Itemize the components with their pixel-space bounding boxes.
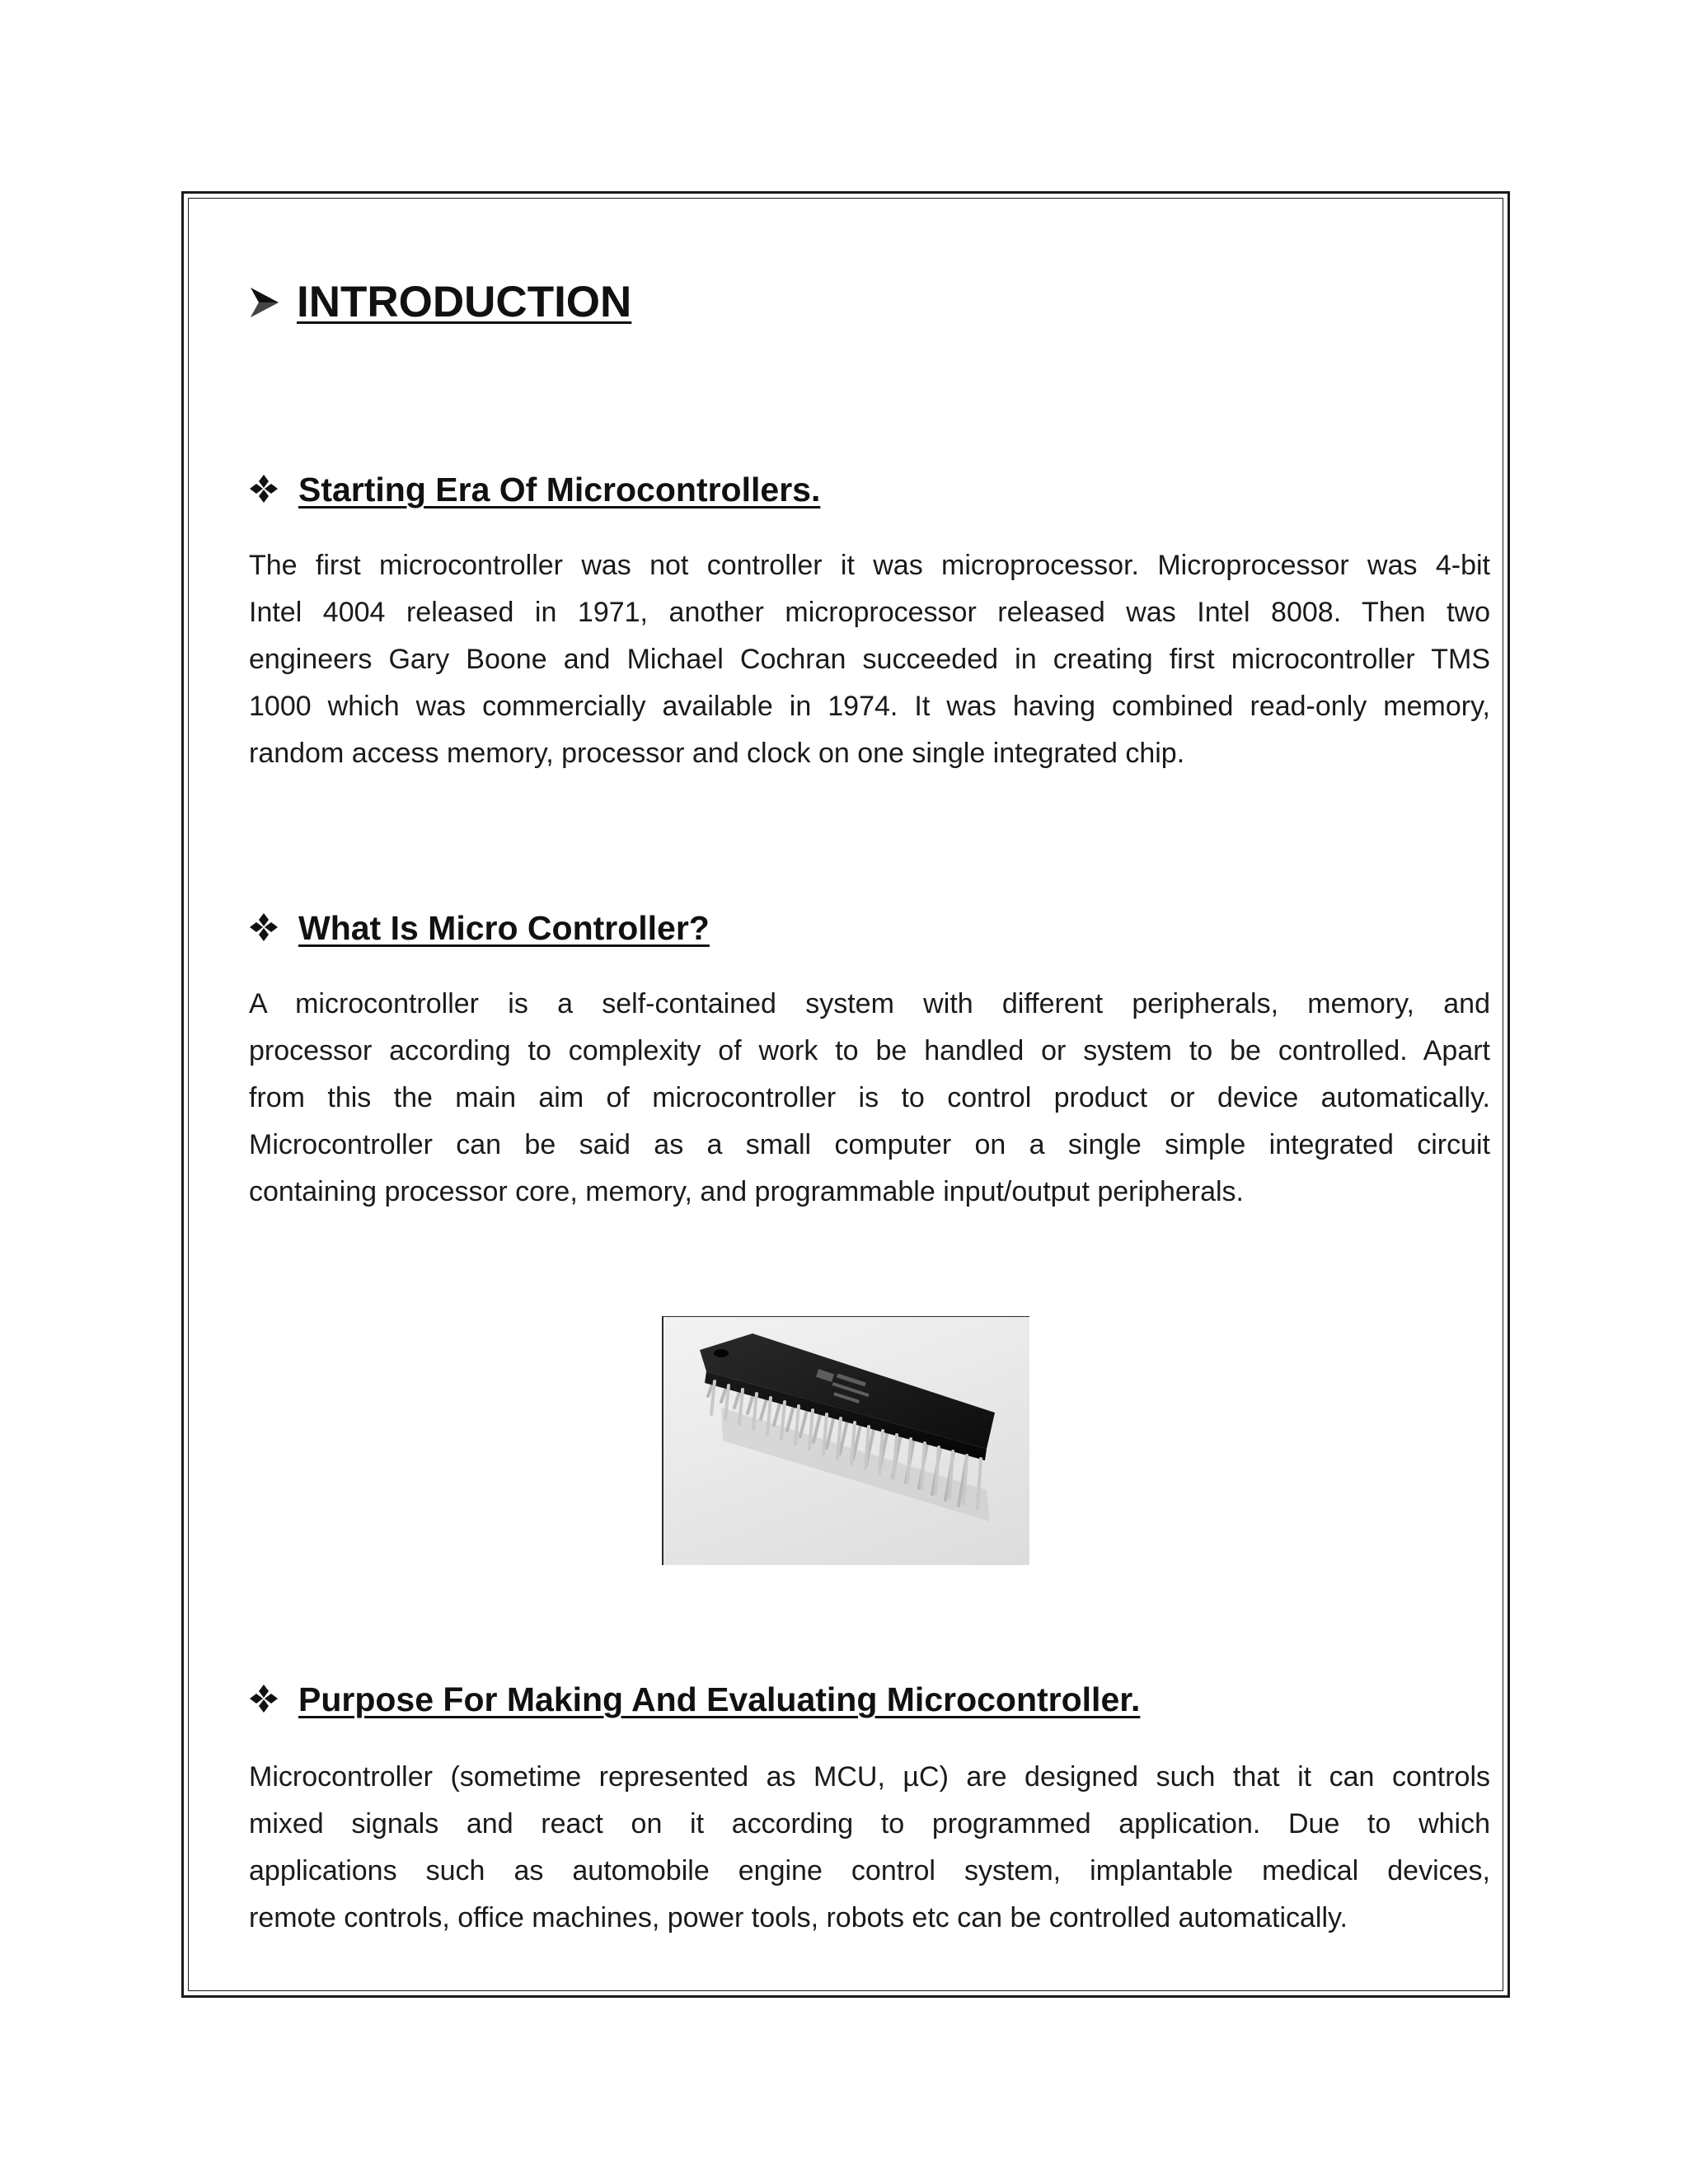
- section-paragraph-starting-era: [249, 542, 1490, 777]
- paragraph-line: random access memory, processor and clock on one single integrated chip.: [249, 738, 1185, 769]
- four-diamond-bullet-icon: [249, 469, 298, 515]
- page-title-text: INTRODUCTION: [297, 278, 632, 326]
- paragraph-line: Microcontroller (sometime represented as MCU, µC) are designed such that it can controls: [249, 1761, 1490, 1793]
- paragraph-line: Microcontroller can be said as a small computer on a single simple integrated circuit: [249, 1129, 1490, 1160]
- section-heading-text: Starting Era Of Microcontrollers.: [298, 471, 821, 509]
- paragraph-line: remote controls, office machines, power tools, robots etc can be controlled automatically.: [249, 1902, 1348, 1933]
- paragraph-line: 1000 which was commercially available in 1974. It was having combined read-only memory,: [249, 691, 1490, 722]
- paragraph-line: from this the main aim of microcontroller is to control product or device automatically.: [249, 1082, 1490, 1113]
- section-heading-text: Purpose For Making And Evaluating Microcontroller.: [298, 1680, 1141, 1718]
- four-diamond-bullet-icon: [249, 907, 298, 954]
- section-paragraph-what-is: [249, 981, 1490, 1216]
- paragraph-line: mixed signals and react on it according to programmed application. Due to which: [249, 1808, 1490, 1840]
- section-heading-text: What Is Micro Controller?: [298, 909, 710, 947]
- page-title: [249, 274, 631, 334]
- paragraph-line: Intel 4004 released in 1971, another microprocessor released was Intel 8008. Then two: [249, 597, 1490, 628]
- dip-chip-illustration: [663, 1317, 1029, 1565]
- microcontroller-chip-image: [662, 1316, 1029, 1565]
- section-heading-purpose: [249, 1676, 1140, 1725]
- paragraph-line: A microcontroller is a self-contained system with different peripherals, memory, and: [249, 988, 1490, 1019]
- section-heading-starting-era: [249, 466, 820, 515]
- four-diamond-bullet-icon: [249, 1679, 298, 1725]
- paragraph-line: processor according to complexity of work to be handled or system to be controlled. Apart: [249, 1035, 1490, 1066]
- paragraph-line: applications such as automobile engine control system, implantable medical devices,: [249, 1855, 1490, 1886]
- arrow-bullet-icon: [249, 276, 297, 334]
- section-heading-what-is: [249, 905, 710, 954]
- paragraph-line: The first microcontroller was not controller it was microprocessor. Microprocessor was 4-bit: [249, 550, 1490, 581]
- paragraph-line: containing processor core, memory, and programmable input/output peripherals.: [249, 1176, 1244, 1207]
- section-paragraph-purpose: [249, 1754, 1490, 1942]
- paragraph-line: engineers Gary Boone and Michael Cochran succeeded in creating first microcontroller TMS: [249, 644, 1490, 675]
